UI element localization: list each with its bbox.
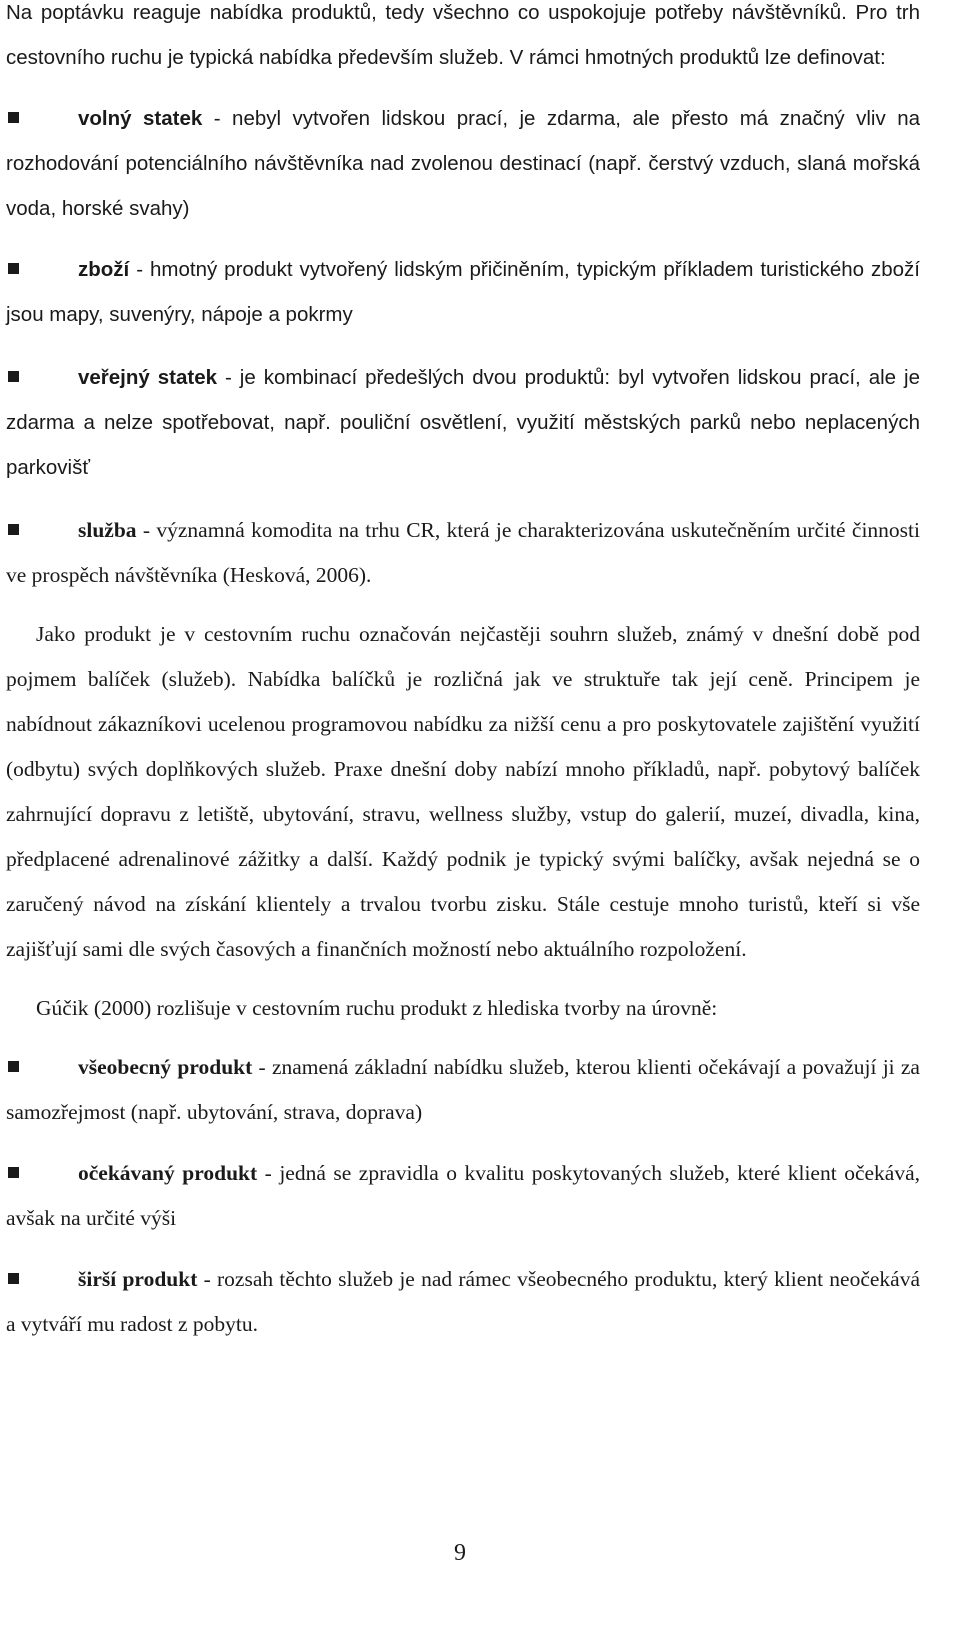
bullet-marker [8, 1061, 19, 1072]
list-item-verejny-statek [6, 355, 920, 490]
list-item-volny-statek [6, 96, 920, 231]
bullet-marker [8, 524, 19, 535]
sans-block [6, 0, 920, 490]
bullet-marker [8, 112, 19, 123]
bullet-marker [8, 1167, 19, 1178]
intro-paragraph: Na poptávku reaguje nabídka produktů, tedy všechno co uspokojuje potřeby návštěvníků. Pro trh cestovního ruchu je typická nabídka především služeb. V rámci hmotných produktů lze definovat: [6, 1, 920, 69]
definition-zbozi: - hmotný produkt vytvořený lidským přičiněním, typickým příkladem turistického zboží jsou mapy, suvenýry, nápoje a pokrmy [6, 258, 920, 326]
definition-volny-statek: - nebyl vytvořen lidskou prací, je zdarma, ale přesto má značný vliv na rozhodování potenciálního návštěvníka nad zvolenou destinací (např. čerstvý vzduch, slaná mořská voda, horské svahy) [6, 107, 920, 220]
bullet-marker [8, 263, 19, 274]
list-item-zbozi [6, 247, 920, 337]
list-item-vseobecny-produkt [6, 1045, 920, 1135]
term-ocekavany-produkt: očekávaný produkt [78, 1161, 258, 1185]
term-vseobecny-produkt: všeobecný produkt [78, 1055, 253, 1079]
package-paragraph: Jako produkt je v cestovním ruchu označován nejčastěji souhrn služeb, známý v dnešní době pod pojmem balíček (služeb). Nabídka balíčků je rozličná jak ve struktuře tak její ceně. Principem je nabídnout zákazníkovi ucelenou programovou nabídku za nižší cenu a pro poskytovatele zajištění využití (odbytu) svých doplňkových služeb. Praxe dnešní doby nabízí mnoho příkladů, např. pobytový balíček zahrnující dopravu z letiště, ubytování, stravu, wellness služby, vstup do galerií, muzeí, divadla, kina, předplacené adrenalinové zážitky a další. Každý podnik je typický svými balíčky, avšak nejedná se o zaručený návod na získání klientely a trvalou tvorbu zisku. Stále cestuje mnoho turistů, kteří si vše zajišťují sami dle svých časových a finančních možností nebo aktuálního rozpoložení. [6, 622, 920, 961]
list-item-sirsi-produkt [6, 1257, 920, 1347]
definition-ocekavany-produkt: - jedná se zpravidla o kvalitu poskytovaných služeb, které klient očekává, avšak na určité výši [6, 1161, 920, 1230]
bullet-marker [8, 371, 19, 382]
list-item-sluzba [6, 508, 920, 598]
term-sirsi-produkt: širší produkt [78, 1267, 198, 1291]
term-verejny-statek: veřejný statek [78, 366, 218, 389]
page-content [6, 0, 920, 1347]
page-number: 9 [454, 1540, 466, 1566]
definition-vseobecny-produkt: - znamená základní nabídku služeb, kterou klienti očekávají a považují ji za samozřejmost (např. ubytování, strava, doprava) [6, 1055, 920, 1124]
term-sluzba: služba [78, 518, 137, 542]
bullet-marker [8, 1273, 19, 1284]
gucik-paragraph: Gúčik (2000) rozlišuje v cestovním ruchu produkt z hlediska tvorby na úrovně: [36, 996, 718, 1020]
list-item-ocekavany-produkt [6, 1151, 920, 1241]
term-zbozi: zboží [78, 258, 130, 281]
definition-sluzba: - významná komodita na trhu CR, která je charakterizována uskutečněním určité činnosti ve prospěch návštěvníka (Hesková, 2006). [6, 518, 920, 587]
term-volny-statek: volný statek [78, 107, 203, 130]
definition-verejny-statek: - je kombinací předešlých dvou produktů: byl vytvořen lidskou prací, ale je zdarma a nelze spotřebovat, např. pouliční osvětlení, využití městských parků nebo neplacených parkovišť [6, 366, 920, 479]
definition-sirsi-produkt: - rozsah těchto služeb je nad rámec všeobecného produktu, který klient neočekává a vytváří mu radost z pobytu. [6, 1267, 921, 1336]
